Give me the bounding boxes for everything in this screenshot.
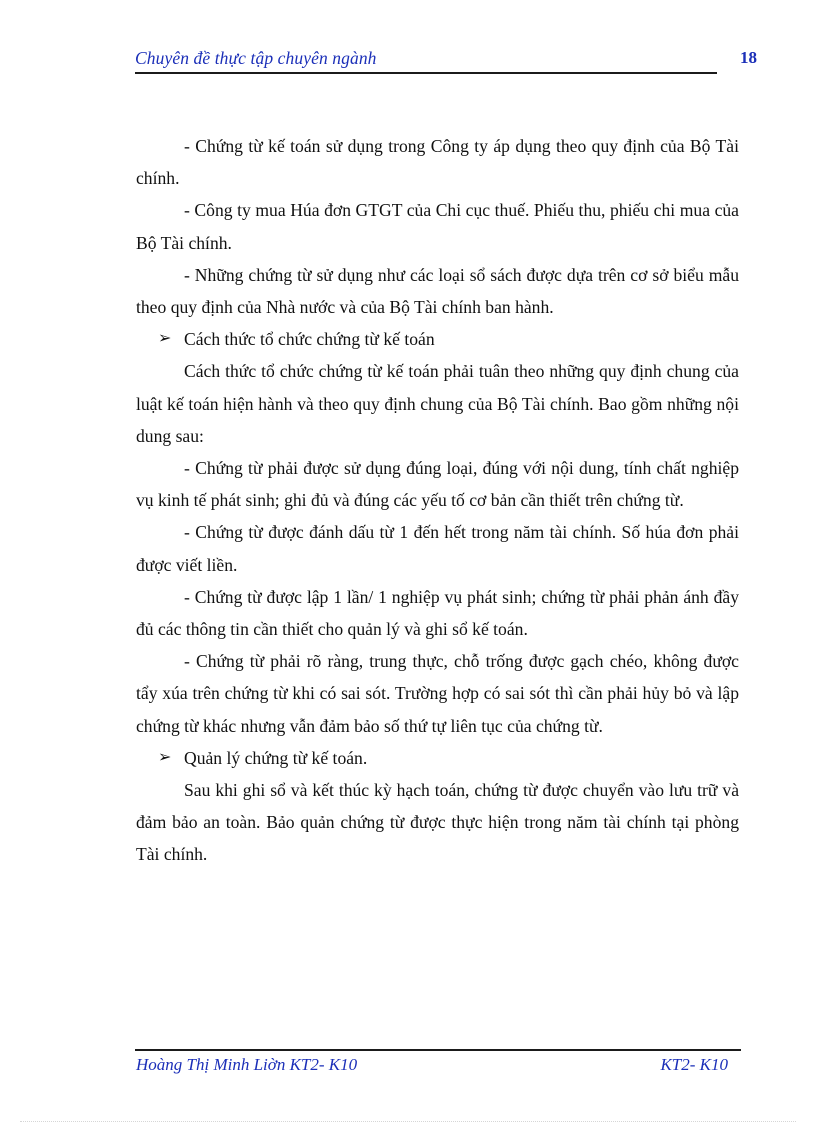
bullet-heading-organization-text: Cách thức tổ chức chứng từ kế toán bbox=[184, 329, 435, 350]
page-number: 18 bbox=[740, 48, 757, 67]
paragraph-6: - Chứng từ được đánh dấu từ 1 đến hết trong năm tài chính. Số húa đơn phải được viết liền. bbox=[136, 522, 739, 575]
footer-author: Hoàng Thị Minh Liờn KT2- K10 bbox=[136, 1055, 358, 1074]
page-edge bbox=[20, 1121, 796, 1122]
header-rule bbox=[135, 72, 717, 74]
header-title: Chuyên đề thực tập chuyên ngành bbox=[135, 48, 377, 68]
paragraph-4: Cách thức tổ chức chứng từ kế toán phải tuân theo những quy định chung của luật kế toán hiện hành và theo quy định chung của Bộ Tài chính. Bao gồm những nội dung sau: bbox=[136, 361, 739, 446]
arrow-bullet-icon: ➢ bbox=[158, 748, 172, 766]
paragraph-3: - Những chứng từ sử dụng như các loại sổ sách được dựa trên cơ sở biểu mẫu theo quy định của Nhà nước và của Bộ Tài chính ban hành. bbox=[136, 264, 739, 318]
paragraph-9: Sau khi ghi sổ và kết thúc kỳ hạch toán, chứng từ được chuyển vào lưu trữ và đảm bảo an toàn. Bảo quản chứng từ được thực hiện trong năm tài chính tại phòng Tài chính. bbox=[136, 780, 739, 865]
paragraph-1: - Chứng từ kế toán sử dụng trong Công ty áp dụng theo quy định của Bộ Tài chính. bbox=[136, 136, 739, 189]
paragraph-5: - Chứng từ phải được sử dụng đúng loại, đúng với nội dung, tính chất nghiệp vụ kinh tế phát sinh; ghi đủ và đúng các yếu tố cơ bản cần thiết trên chứng từ. bbox=[136, 458, 739, 511]
bullet-heading-organization bbox=[136, 323, 739, 355]
footer-rule bbox=[135, 1049, 741, 1051]
document-body bbox=[136, 130, 739, 871]
bullet-heading-management-text: Quản lý chứng từ kế toán. bbox=[184, 747, 368, 768]
paragraph-8: - Chứng từ phải rõ ràng, trung thực, chỗ trống được gạch chéo, không được tẩy xúa trên chứng từ khi có sai sót. Trường hợp có sai sót thì cần phải hủy bỏ và lập chứng từ khác nhưng vẫn đảm bảo số thứ tự liên tục của chứng từ. bbox=[136, 651, 739, 736]
page-header bbox=[135, 48, 757, 74]
paragraph-7: - Chứng từ được lập 1 lần/ 1 nghiệp vụ phát sinh; chứng từ phải phản ánh đầy đủ các thông tin cần thiết cho quản lý và ghi sổ kế toán. bbox=[136, 586, 739, 640]
footer-class: KT2- K10 bbox=[660, 1055, 728, 1074]
bullet-heading-management bbox=[136, 742, 739, 774]
arrow-bullet-icon: ➢ bbox=[158, 330, 172, 348]
paragraph-2: - Công ty mua Húa đơn GTGT của Chi cục thuế. Phiếu thu, phiếu chi mua của Bộ Tài chính. bbox=[136, 200, 739, 253]
